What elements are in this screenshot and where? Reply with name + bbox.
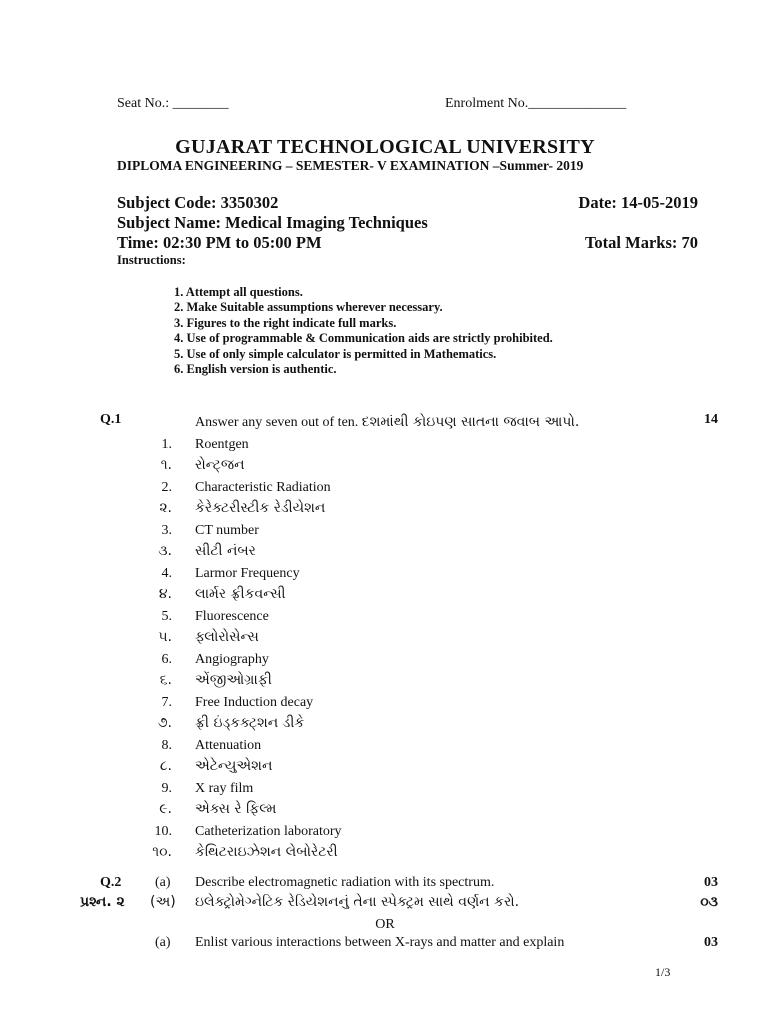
item-number-gujarati: ૭. [157,715,172,731]
item-text-gujarati: ફ્રી ઇંડ્કક્ટ્શન ડીકે [195,715,305,731]
item-text: X ray film [195,781,254,796]
item-number-gujarati: ૫. [158,629,172,645]
sub-question-label: (a) [155,875,171,890]
item-number-gujarati: ૪. [158,586,172,602]
enrolment-no: Enrolment No.______________ [445,96,627,111]
item-number: 2. [161,480,172,495]
item-number: 8. [161,738,172,753]
item-text-gujarati: કેથિટરાઇઝેશન લેબોરેટરી [195,844,338,860]
page-number: 1/3 [655,965,671,979]
question-prompt [195,414,579,431]
sub-question-label: (a) [155,935,171,950]
question-number-gujarati: પ્રશ્ન. ૨ [80,894,125,910]
item-text: Attenuation [195,738,262,753]
exam-time: Time: 02:30 PM to 05:00 PM [117,233,322,252]
item-number-gujarati: ૬. [159,672,172,688]
item-text: Roentgen [195,437,249,452]
prompt-english: Answer any seven out of ten. [195,415,359,430]
item-text-gujarati: કેરેક્ટરીસ્ટીક રેડીયેશન [195,500,326,516]
sub-question-marks-gujarati: ૦૩ [700,894,718,910]
subject-code: Subject Code: 3350302 [117,193,279,212]
item-text: Catheterization laboratory [195,824,342,839]
or-separator: OR [375,917,395,932]
item-text-gujarati: ફ્લોરોસેન્સ [195,629,259,645]
instruction-item: 6. English version is authentic. [174,362,337,376]
item-number: 5. [161,609,172,624]
instruction-item: 5. Use of only simple calculator is permitted in Mathematics. [174,347,497,361]
item-number-gujarati: ૩. [158,543,172,559]
exam-date: Date: 14-05-2019 [578,193,698,212]
exam-line: DIPLOMA ENGINEERING – SEMESTER- V EXAMINATION –Summer- 2019 [117,158,584,173]
item-number-gujarati: ૯. [159,801,172,817]
question-number: Q.1 [100,412,122,427]
item-number: 9. [161,781,172,796]
item-number: 10. [154,824,172,839]
item-text: Angiography [195,652,269,667]
item-text: Free Induction decay [195,695,314,710]
prompt-gujarati: દશમાંથી કોઇપણ સાતના જવાબ આપો. [361,414,580,430]
instructions-heading: Instructions: [117,253,186,267]
item-text-gujarati: એંજીઓગ્રાફી [195,672,272,688]
sub-question-marks: 03 [704,935,718,950]
instruction-item: 2. Make Suitable assumptions wherever necessary. [174,300,443,314]
item-text: Characteristic Radiation [195,480,331,495]
item-text-gujarati: એક્સ રે ફિલ્મ [195,801,277,817]
item-number-gujarati: ૧. [160,457,172,473]
sub-question-marks: 03 [704,875,718,890]
item-text-gujarati: રોન્ટ્જન [195,457,245,473]
item-number: 7. [161,695,172,710]
university-title: GUJARAT TECHNOLOGICAL UNIVERSITY [175,136,595,158]
item-text-gujarati: લાર્મર ફ્રીકવન્સી [195,586,286,602]
sub-question-text: Enlist various interactions between X-rays and matter and explain [195,935,565,950]
item-number: 4. [161,566,172,581]
item-text-gujarati: એટેન્યુએશન [195,758,273,774]
instruction-item: 3. Figures to the right indicate full marks. [174,316,397,330]
item-number-gujarati: ૮. [159,758,172,774]
instruction-item: 1. Attempt all questions. [174,285,303,299]
sub-question-text: Describe electromagnetic radiation with its spectrum. [195,875,495,890]
item-number: 1. [161,437,172,452]
item-number-gujarati: ૧૦. [152,844,172,860]
question-marks: 14 [704,412,718,427]
seat-no: Seat No.: ________ [117,96,229,111]
item-number-gujarati: ૨. [159,500,172,516]
question-number: Q.2 [100,875,122,890]
sub-question-label-gujarati: (અ) [150,894,176,910]
instruction-item: 4. Use of programmable & Communication aids are strictly prohibited. [174,331,553,345]
item-number: 6. [161,652,172,667]
total-marks: Total Marks: 70 [584,233,698,252]
sub-question-text-gujarati: ઇલેક્ટ્રોમેગ્નેટિક રેડિયેશનનું તેના સ્પેક્ટ્રમ સાથે વર્ણન કરો. [195,894,520,910]
item-text: Fluorescence [195,609,269,624]
item-text: CT number [195,523,259,538]
item-text: Larmor Frequency [195,566,300,581]
subject-name: Subject Name: Medical Imaging Techniques [117,213,428,232]
item-text-gujarati: સીટી નંબર [195,543,256,559]
item-number: 3. [161,523,172,538]
